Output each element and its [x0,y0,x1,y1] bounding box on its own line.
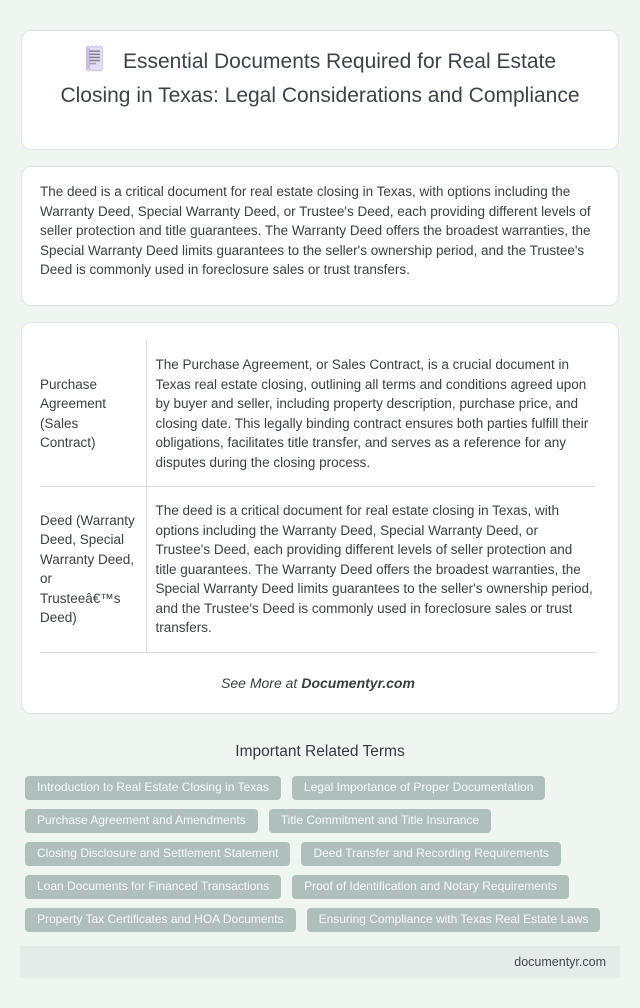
related-term-tag[interactable]: Deed Transfer and Recording Requirements [301,842,560,866]
related-term-tag[interactable]: Ensuring Compliance with Texas Real Estate Laws [307,908,601,932]
page-title [56,45,584,111]
related-term-tag[interactable]: Purchase Agreement and Amendments [25,809,258,833]
table-row [40,487,596,653]
documents-table [40,341,596,653]
receipt-icon [84,45,105,81]
term-cell: Deed (Warranty Deed, Special Warranty Deed, or Trusteeâ€™s Deed) [40,487,146,653]
related-term-tag[interactable]: Introduction to Real Estate Closing in Texas [25,776,281,800]
related-term-tag[interactable]: Property Tax Certificates and HOA Documents [25,908,296,932]
see-more-brand: Documentyr.com [301,674,415,691]
see-more-line [40,675,596,691]
footer-bar [20,946,620,978]
related-term-tag[interactable]: Closing Disclosure and Settlement Statement [25,842,290,866]
related-term-tag[interactable]: Title Commitment and Title Insurance [269,809,491,833]
see-more-prefix: See More at [221,674,298,691]
related-term-tag[interactable]: Proof of Identification and Notary Requirements [292,875,569,899]
documents-table-card [21,322,619,714]
summary-text: The deed is a critical document for real estate closing in Texas, with options including the Warranty Deed, Special Warranty Deed, or Trustee's Deed, each providing different levels of seller protection and title guarantees. The Warranty Deed offers the broadest warranties, the Special Warranty Deed limits guarantees to the seller's ownership period, and the Trustee's Deed is commonly used in foreclosure sales or trust transfers. [40,184,591,277]
related-term-tag[interactable]: Legal Importance of Proper Documentation [292,776,545,800]
description-cell: The Purchase Agreement, or Sales Contract, is a crucial document in Texas real estate closing, outlining all terms and conditions agreed upon by buyer and seller, including property description, purchase price, and closing date. This legally binding contract ensures both parties fulfill their obligations, facilitates title transfer, and serves as a reference for any disputes during the closing process. [146,341,596,487]
footer-site-label: documentyr.com [514,954,606,969]
table-row [40,341,596,487]
related-term-tag[interactable]: Loan Documents for Financed Transactions [25,875,281,899]
related-terms-heading: Important Related Terms [235,742,405,760]
term-cell: Purchase Agreement (Sales Contract) [40,341,146,487]
description-cell: The deed is a critical document for real estate closing in Texas, with options including the Warranty Deed, Special Warranty Deed, or Trustee's Deed, each providing different levels of seller protection and title guarantees. The Warranty Deed offers the broadest warranties, the Special Warranty Deed limits guarantees to the seller's ownership period, and the Trustee's Deed is commonly used in foreclosure sales or trust transfers. [146,487,596,653]
page-title-text: Essential Documents Required for Real Estate Closing in Texas: Legal Considerations and Compliance [60,50,580,107]
related-terms-tags [25,776,615,932]
summary-card [21,166,619,306]
title-card [21,30,619,150]
